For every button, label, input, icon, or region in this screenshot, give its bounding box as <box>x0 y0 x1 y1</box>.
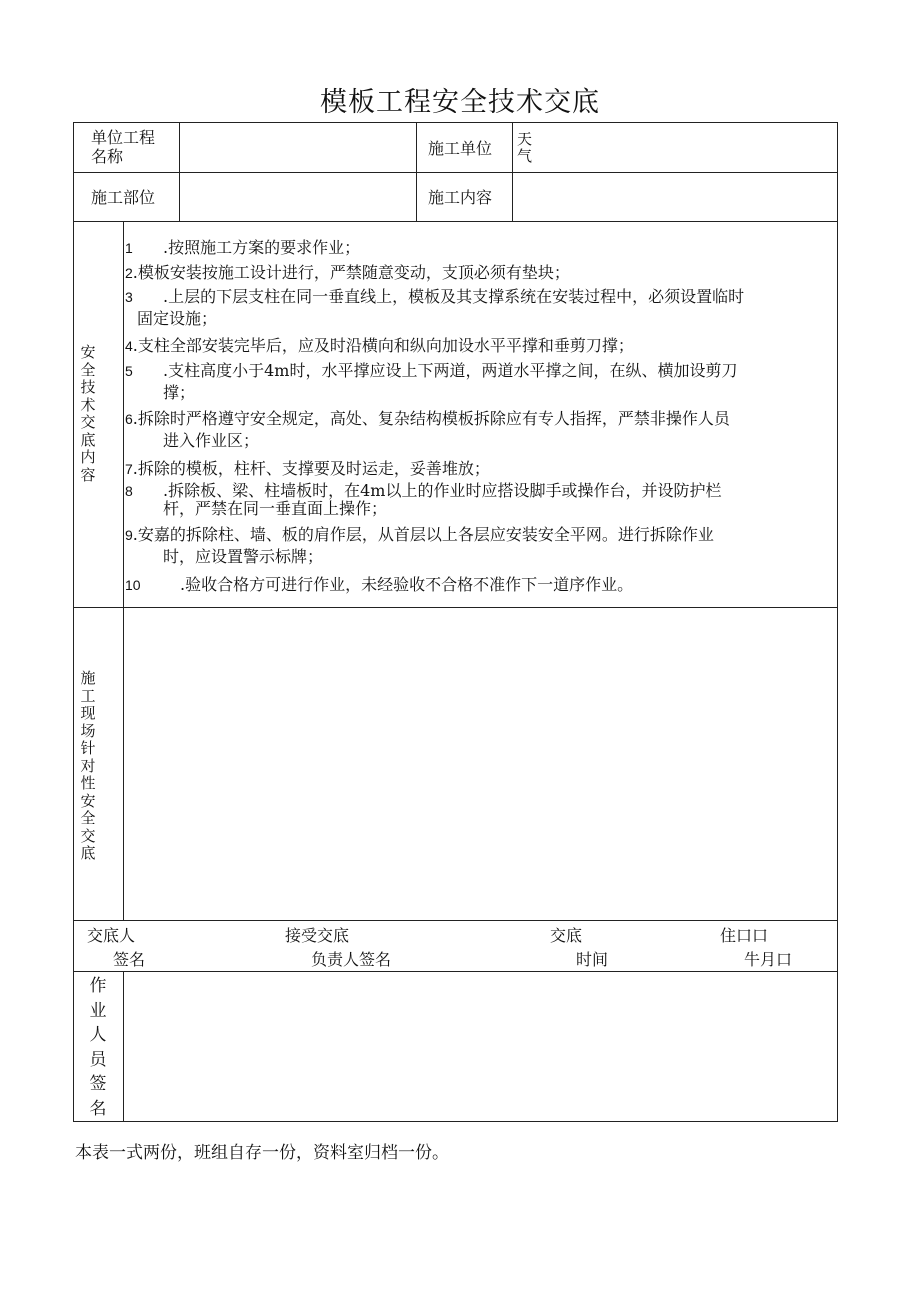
weather-label-line1: 天 <box>517 130 533 148</box>
discloser-signature-label <box>87 926 145 970</box>
construction-part-label: 施工部位 <box>91 188 156 207</box>
safety-item-number: 4 <box>125 338 133 354</box>
discloser-label-line1: 交底人 <box>87 926 136 945</box>
safety-item-text: .按照施工方案的要求作业； <box>163 238 361 257</box>
safety-item-text: .支柱高度小于4m时，水平撑应设上下两道，两道水平撑之间，在纵、横加设剪刀 <box>163 361 738 380</box>
worker-signature-area[interactable] <box>125 973 837 1121</box>
receiver-signature-label <box>285 926 391 970</box>
safety-item-continuation: 杆，严禁在同一垂直面上操作； <box>163 499 388 518</box>
row-divider-4 <box>73 920 838 921</box>
safety-item-number: 9 <box>125 527 133 543</box>
row-divider-1 <box>73 172 838 173</box>
receiver-label-line1: 接受交底 <box>285 926 350 945</box>
safety-item-number: 1 <box>125 240 133 256</box>
disclosure-time-label <box>550 926 608 970</box>
col-divider-label <box>123 221 124 920</box>
construction-content-label: 施工内容 <box>428 188 493 207</box>
safety-item-text: .上层的下层支柱在同一垂直线上，模板及其支撑系统在安装过程中，必须设置临时 <box>163 287 745 306</box>
safety-item-text: .验收合格方可进行作业，未经验收不合格不准作下一道序作业。 <box>180 575 634 594</box>
safety-item-number: 5 <box>125 363 133 379</box>
safety-item-number: 3 <box>125 289 133 305</box>
col-divider-header-1 <box>179 122 180 221</box>
safety-item-text: .支柱全部安装完毕后，应及时沿横向和纵向加设水平平撑和垂剪刀撑； <box>132 336 634 355</box>
safety-item-7 <box>125 458 837 480</box>
safety-item-8 <box>125 482 837 518</box>
col-divider-workers <box>123 971 124 1122</box>
row-divider-3 <box>73 607 838 608</box>
safety-item-text: .拆除的模板，柱杆、支撑要及时运走，妥善堆放； <box>132 459 490 478</box>
safety-item-3 <box>125 286 837 330</box>
date-line1: 住口口 <box>720 926 769 945</box>
safety-item-continuation: 撑； <box>163 383 196 402</box>
safety-item-continuation: 固定设施； <box>137 309 218 328</box>
safety-item-number: 6 <box>125 411 133 427</box>
safety-content-label: 安全技术交底内容 <box>80 343 96 484</box>
worker-signature-label: 作业人员签名 <box>89 976 107 1119</box>
weather-label-line2: 气 <box>517 147 533 165</box>
row-divider-5 <box>73 971 838 972</box>
site-safety-label: 施工现场针对性安全交底 <box>80 669 96 862</box>
time-label-line2: 时间 <box>576 950 609 969</box>
time-label-line1: 交底 <box>550 926 583 945</box>
safety-item-6 <box>125 408 837 452</box>
safety-item-continuation: 进入作业区； <box>163 431 260 450</box>
safety-item-number: 10 <box>125 577 141 593</box>
date-line2: 牛月口 <box>744 950 793 969</box>
receiver-label-line2: 负责人签名 <box>311 950 392 969</box>
discloser-label-line2: 签名 <box>113 950 146 969</box>
safety-item-text: .模板安装按施工设计进行，严禁随意变动，支顶必须有垫块； <box>132 263 570 282</box>
safety-item-number: 2 <box>125 265 133 281</box>
construction-unit-label: 施工单位 <box>428 139 493 158</box>
site-safety-content-area[interactable] <box>125 609 837 919</box>
weather-label <box>517 131 532 165</box>
row-divider-2 <box>73 221 838 222</box>
disclosure-date-field <box>720 926 792 970</box>
safety-item-continuation: 时，应设置警示标牌； <box>163 547 324 566</box>
safety-item-5 <box>125 360 837 404</box>
safety-item-number: 7 <box>125 461 133 477</box>
safety-item-9 <box>125 524 837 568</box>
unit-project-label <box>91 128 155 166</box>
safety-item-text: .拆除时严格遵守安全规定，高处、复杂结构模板拆除应有专人指挥，严禁非操作人员 <box>132 409 730 428</box>
safety-item-number: 8 <box>125 483 133 499</box>
safety-item-text: .安嘉的拆除柱、墙、板的肩作层，从首层以上各层应安装安全平网。进行拆除作业 <box>132 525 714 544</box>
col-divider-header-3 <box>512 122 513 221</box>
safety-item-text: .拆除板、梁、柱墙板时，在4m以上的作业时应搭设脚手或操作台，并设防护栏 <box>163 481 722 500</box>
col-divider-header-2 <box>416 122 417 221</box>
page-title: 模板工程安全技术交底 <box>320 87 600 118</box>
safety-item-2 <box>125 262 837 284</box>
safety-item-4 <box>125 335 837 357</box>
safety-item-1 <box>125 237 837 259</box>
unit-project-label-line1: 单位工程 <box>91 128 156 147</box>
unit-project-label-line2: 名称 <box>91 147 124 166</box>
footer-note: 本表一式两份，班组自存一份，资料室归档一份。 <box>75 1143 449 1163</box>
safety-item-10 <box>125 574 837 596</box>
